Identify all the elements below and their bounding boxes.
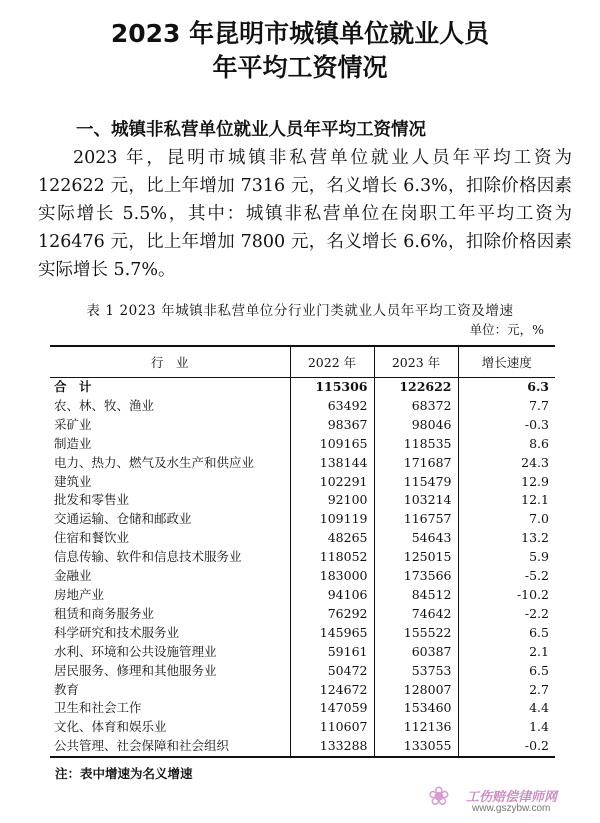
growth-cell: 1.4	[458, 718, 555, 737]
industry-cell: 住宿和餐饮业	[54, 530, 130, 546]
value-2023-cell: 125015	[374, 548, 458, 567]
growth-cell: -0.2	[458, 737, 555, 757]
table-row	[50, 397, 555, 416]
header-industry: 行 业	[50, 346, 290, 378]
value-2023-cell: 133055	[374, 737, 458, 757]
value-2022-cell: 50472	[290, 662, 374, 681]
industry-cell: 科学研究和技术服务业	[54, 624, 180, 640]
value-2023-cell: 68372	[374, 397, 458, 416]
table-row	[50, 548, 555, 567]
value-2023-cell: 53753	[374, 662, 458, 681]
value-2023-cell: 103214	[374, 491, 458, 510]
industry-cell: 电力、热力、燃气及水生产和供应业	[54, 454, 255, 470]
value-2022-cell: 115306	[290, 378, 374, 397]
summary-paragraph	[38, 144, 572, 284]
industry-cell: 农、林、牧、渔业	[54, 397, 155, 413]
growth-cell: -2.2	[458, 605, 555, 624]
page-title-line1: 2023 年昆明市城镇单位就业人员	[110, 19, 490, 48]
value-2023-cell: 173566	[374, 567, 458, 586]
value-2023-cell: 171687	[374, 454, 458, 473]
industry-cell: 交通运输、仓储和邮政业	[54, 511, 192, 527]
value-2023-cell: 112136	[374, 718, 458, 737]
value-2023-cell: 84512	[374, 586, 458, 605]
value-2022-cell: 183000	[290, 567, 374, 586]
growth-cell: 7.7	[458, 397, 555, 416]
header-2023: 2023 年	[374, 346, 458, 378]
value-2022-cell: 109165	[290, 435, 374, 454]
growth-cell: -0.3	[458, 416, 555, 435]
growth-cell: 24.3	[458, 454, 555, 473]
value-2022-cell: 110607	[290, 718, 374, 737]
table-row	[50, 699, 555, 718]
value-2023-cell: 118535	[374, 435, 458, 454]
header-2022: 2022 年	[290, 346, 374, 378]
value-2023-cell: 115479	[374, 473, 458, 492]
table-row	[50, 662, 555, 681]
industry-cell: 教育	[54, 681, 80, 697]
table-row	[50, 510, 555, 529]
header-growth: 增长速度	[458, 346, 555, 378]
industry-cell: 金融业	[54, 568, 92, 584]
industry-cell: 居民服务、修理和其他服务业	[54, 662, 217, 678]
watermark-url: www.gszybw.com	[472, 803, 551, 814]
industry-cell: 建筑业	[54, 473, 92, 489]
growth-cell: 8.6	[458, 435, 555, 454]
industry-cell: 水利、环境和公共设施管理业	[54, 643, 217, 659]
value-2023-cell: 153460	[374, 699, 458, 718]
industry-cell: 信息传输、软件和信息技术服务业	[54, 549, 242, 565]
value-2022-cell: 133288	[290, 737, 374, 757]
table-row	[50, 681, 555, 700]
growth-cell: 2.1	[458, 643, 555, 662]
industry-cell: 合 计	[54, 379, 92, 394]
table-row	[50, 737, 555, 757]
table-note: 注：表中增速为名义增速	[55, 766, 193, 781]
table-row	[50, 435, 555, 454]
value-2022-cell: 118052	[290, 548, 374, 567]
growth-cell: 13.2	[458, 529, 555, 548]
growth-cell: 7.0	[458, 510, 555, 529]
growth-cell: 12.9	[458, 473, 555, 492]
watermark-site-name: 工伤赔偿律师网	[466, 790, 558, 805]
growth-cell: 12.1	[458, 491, 555, 510]
value-2023-cell: 60387	[374, 643, 458, 662]
table-header-row	[50, 346, 555, 378]
page-title-line2: 年平均工资情况	[212, 53, 388, 82]
value-2022-cell: 138144	[290, 454, 374, 473]
value-2023-cell: 128007	[374, 681, 458, 700]
table-row	[50, 718, 555, 737]
table-total-row	[50, 378, 555, 397]
value-2022-cell: 147059	[290, 699, 374, 718]
table-row	[50, 529, 555, 548]
growth-cell: 5.9	[458, 548, 555, 567]
value-2022-cell: 63492	[290, 397, 374, 416]
wage-table	[50, 345, 555, 758]
industry-cell: 制造业	[54, 435, 92, 451]
value-2023-cell: 155522	[374, 624, 458, 643]
industry-cell: 采矿业	[54, 416, 92, 432]
table-row	[50, 586, 555, 605]
table-row	[50, 454, 555, 473]
value-2022-cell: 102291	[290, 473, 374, 492]
table-row	[50, 491, 555, 510]
value-2023-cell: 122622	[374, 378, 458, 397]
value-2023-cell: 116757	[374, 510, 458, 529]
table-row	[50, 567, 555, 586]
value-2022-cell: 109119	[290, 510, 374, 529]
growth-cell: 4.4	[458, 699, 555, 718]
value-2022-cell: 76292	[290, 605, 374, 624]
growth-cell: 6.5	[458, 624, 555, 643]
table-unit: 单位：元，%	[469, 322, 544, 337]
summary-text: 2023 年，昆明市城镇非私营单位就业人员年平均工资为 122622 元，比上年增加 7316 元，名义增长 6.3%，扣除价格因素实际增长 5.5%，其中：城镇非私营单位在岗职工年平均工资为 126476 元，比上年增加 7800 元，名义增长 6.6%，扣除价格因素实际增长 5.7%。	[38, 148, 572, 280]
growth-cell: 6.3	[458, 378, 555, 397]
industry-cell: 文化、体育和娱乐业	[54, 719, 167, 735]
growth-cell: 6.5	[458, 662, 555, 681]
industry-cell: 房地产业	[54, 586, 105, 602]
value-2022-cell: 59161	[290, 643, 374, 662]
value-2022-cell: 145965	[290, 624, 374, 643]
value-2022-cell: 94106	[290, 586, 374, 605]
value-2022-cell: 48265	[290, 529, 374, 548]
heart-logo-icon: ❀	[428, 782, 450, 812]
table-row	[50, 643, 555, 662]
industry-cell: 批发和零售业	[54, 492, 130, 508]
value-2023-cell: 98046	[374, 416, 458, 435]
value-2023-cell: 54643	[374, 529, 458, 548]
value-2023-cell: 74642	[374, 605, 458, 624]
table-row	[50, 473, 555, 492]
table-row	[50, 624, 555, 643]
value-2022-cell: 98367	[290, 416, 374, 435]
industry-cell: 租赁和商务服务业	[54, 605, 155, 621]
table-row	[50, 416, 555, 435]
table-row	[50, 605, 555, 624]
table-caption: 表 1 2023 年城镇非私营单位分行业门类就业人员年平均工资及增速	[86, 303, 514, 319]
site-watermark	[428, 780, 594, 818]
value-2022-cell: 124672	[290, 681, 374, 700]
section-heading: 一、城镇非私营单位就业人员年平均工资情况	[76, 120, 426, 140]
growth-cell: -10.2	[458, 586, 555, 605]
growth-cell: -5.2	[458, 567, 555, 586]
growth-cell: 2.7	[458, 681, 555, 700]
industry-cell: 卫生和社会工作	[54, 700, 142, 716]
industry-cell: 公共管理、社会保障和社会组织	[50, 737, 290, 757]
value-2022-cell: 92100	[290, 491, 374, 510]
